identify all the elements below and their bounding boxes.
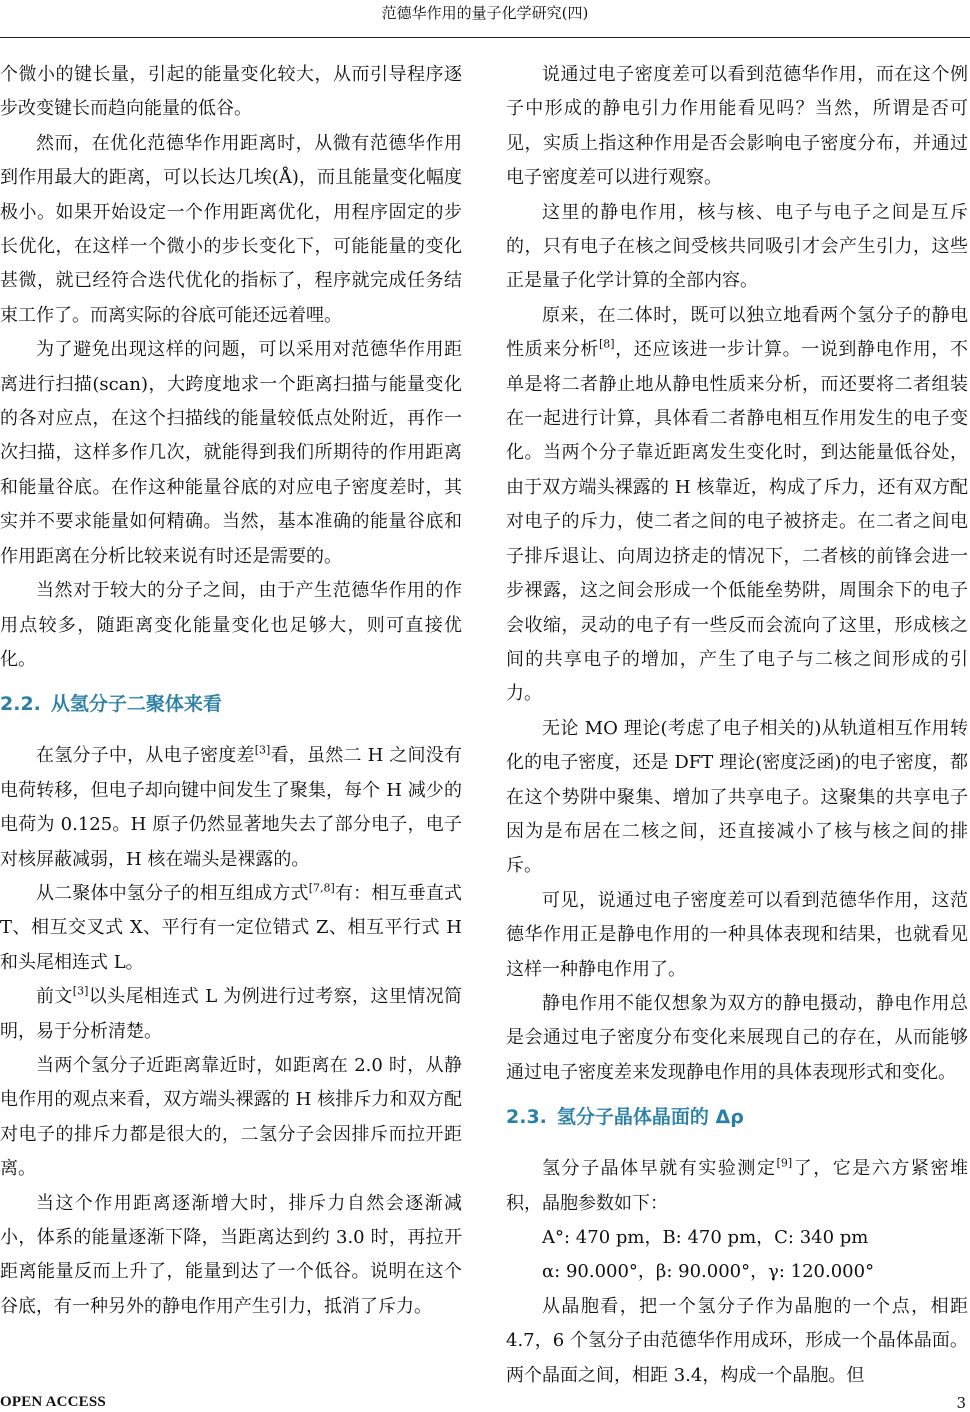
paragraph: 当这个作用距离逐渐增大时，排斥力自然会逐渐减小，体系的能量逐渐下降，当距离达到约 3.0 时，再拉开距离能量反而上升了，能量到达了一个低谷。说明在这个谷底，有一种另外的静电作用产生引力，抵消了斥力。 [0, 1192, 462, 1317]
section-title: 从氢分子二聚体来看 [50, 693, 222, 716]
section-number: 2.3. [506, 1106, 547, 1129]
text: ，还应该进一步计算。一说到静电作用，不单是将二者静止地从静电性质来分析，而还要将二者组装在一起进行计算，具体看二者静电相互作用发生的电子变化。当两个分子靠近距离发生变化时，到达能量低谷处，由于双方端头裸露的 H 核靠近，构成了斥力，还有双方配对电子的斥力，使二者之间的电子被挤走。在二者之间电子排斥退让、向周边挤走的情况下，二者核的前锋会进一步裸露，这之间会形成一个低能垒势阱，周围余下的电子会收缩，灵动的电子有一些反而会流向了这里，形成核之间的共享电子的增加，产生了电子与二核之间形成的引力。 [506, 339, 969, 705]
text: 看，虽然二 H 之间没有电荷转移，但电子却向键中间发生了聚集，每个 H 减少的电荷为 0.125。H 原子仍然显著地失去了部分电子，电子对核屏蔽减弱，H 核在端头是裸露的。 [0, 745, 463, 870]
paragraph: 当两个氢分子近距离靠近时，如距离在 2.0 时，从静电作用的观点来看，双方端头裸露的 H 核排斥力和双方配对电子的排斥力都是很大的，二氢分子会因排斥而拉开距离。 [0, 1054, 462, 1180]
right-column [506, 58, 968, 1393]
paragraph: 静电作用不能仅想象为双方的静电摄动，静电作用总是会通过电子密度分布变化来展现自己的存在，从而能够通过电子密度差来发现静电作用的具体表现形式和变化。 [506, 992, 968, 1083]
citation[interactable]: [3] [254, 743, 271, 757]
section-heading-2-3 [506, 1102, 968, 1132]
running-header-title: 范德华作用的量子化学研究(四) [381, 4, 589, 22]
text: 氢分子晶体早就有实验测定 [542, 1158, 777, 1180]
paragraph: 个微小的键长量，引起的能量变化较大，从而引导程序逐步改变键长而趋向能量的低谷。 [0, 64, 462, 120]
paragraph: 说通过电子密度差可以看到范德华作用，而在这个例子中形成的静电引力作用能看见吗？当然，所谓是否可见，实质上指这种作用是否会影响电子密度分布，并通过电子密度差可以进行观察。 [506, 64, 968, 189]
section-number: 2.2. [0, 693, 41, 716]
citation[interactable]: [7,8] [308, 881, 335, 895]
paragraph: 当然对于较大的分子之间，由于产生范德华作用的作用点较多，随距离变化能量变化也足够大，则可直接优化。 [0, 580, 462, 670]
paragraph [506, 299, 968, 712]
paragraph: 从晶胞看，把一个氢分子作为晶胞的一个点，相距 4.7，6 个氢分子由范德华作用成环，形成一个晶体晶面。两个晶面之间，相距 3.4，构成一个晶胞。但 [506, 1295, 968, 1386]
section-title: 氢分子晶体晶面的 Δρ [556, 1106, 744, 1129]
paragraph: 可见，说通过电子密度差可以看到范德华作用，这范德华作用正是静电作用的一种具体表现和结果，也就看见这样一种静电作用了。 [506, 889, 968, 980]
open-access-label: OPEN ACCESS [0, 1394, 106, 1410]
paragraph [0, 877, 462, 980]
citation[interactable]: [3] [72, 984, 89, 998]
paragraph: 这里的静电作用，核与核、电子与电子之间是互斥的，只有电子在核之间受核共同吸引才会产生引力，这些正是量子化学计算的全部内容。 [506, 201, 968, 292]
text: 原来，在二体时，既可以独立地看两个氢分子的静电性质来分析 [506, 304, 968, 361]
citation[interactable]: [8] [599, 337, 615, 351]
paragraph [0, 739, 462, 877]
running-header [0, 0, 970, 38]
text: 前文 [36, 986, 73, 1008]
text: 有：相互垂直式 T、相互交叉式 X、平行有一定位错式 Z、相互平行式 H 和头尾相连式 L。 [0, 882, 463, 973]
paragraph: 然而，在优化范德华作用距离时，从微有范德华作用到作用最大的距离，可以长达几埃(Å)，而且能量变化幅度极小。如果开始设定一个作用距离优化，用程序固定的步长优化，在这样一个微小的步长变化下，可能能量的变化甚微，就已经符合迭代优化的指标了，程序就完成任务结束工作了。而离实际的谷底可能还远着哩。 [0, 132, 462, 326]
lattice-parameters-lengths: A°: 470 pm，B: 470 pm，C: 340 pm [542, 1227, 869, 1248]
paragraph [506, 1152, 968, 1221]
text: 了，它是六方紧密堆积，晶胞参数如下： [506, 1158, 969, 1214]
text: 在氢分子中，从电子密度差 [36, 745, 255, 767]
lattice-parameters-angles: α: 90.000°，β: 90.000°，γ: 120.000° [542, 1261, 875, 1283]
paragraph: 为了避免出现这样的问题，可以采用对范德华作用距离进行扫描(scan)，大跨度地求一个距离扫描与能量变化的各对应点，在这个扫描线的能量较低点处附近，再作一次扫描，这样多作几次，就能得到我们所期待的作用距离和能量谷底。在作这种能量谷底的对应电子密度差时，其实并不要求能量如何精确。当然，基本准确的能量谷底和作用距离在分析比较来说有时还是需要的。 [0, 339, 462, 567]
page-number: 3 [956, 1394, 966, 1412]
paragraph [0, 980, 462, 1049]
text: 以头尾相连式 L 为例进行过考察，这里情况简明，易于分析清楚。 [0, 986, 463, 1042]
paragraph: 无论 MO 理论(考虑了电子相关的)从轨道相互作用转化的电子密度，还是 DFT 理论(密度泛函)的电子密度，都在这个势阱中聚集、增加了共享电子。这聚集的共享电子因为是布居在二核之间，还直接减小了核与核之间的排斥。 [506, 717, 968, 877]
citation[interactable]: [9] [776, 1156, 793, 1170]
section-heading-2-2 [0, 689, 462, 719]
text: 从二聚体中氢分子的相互组成方式 [36, 882, 309, 904]
left-column [0, 58, 462, 1324]
